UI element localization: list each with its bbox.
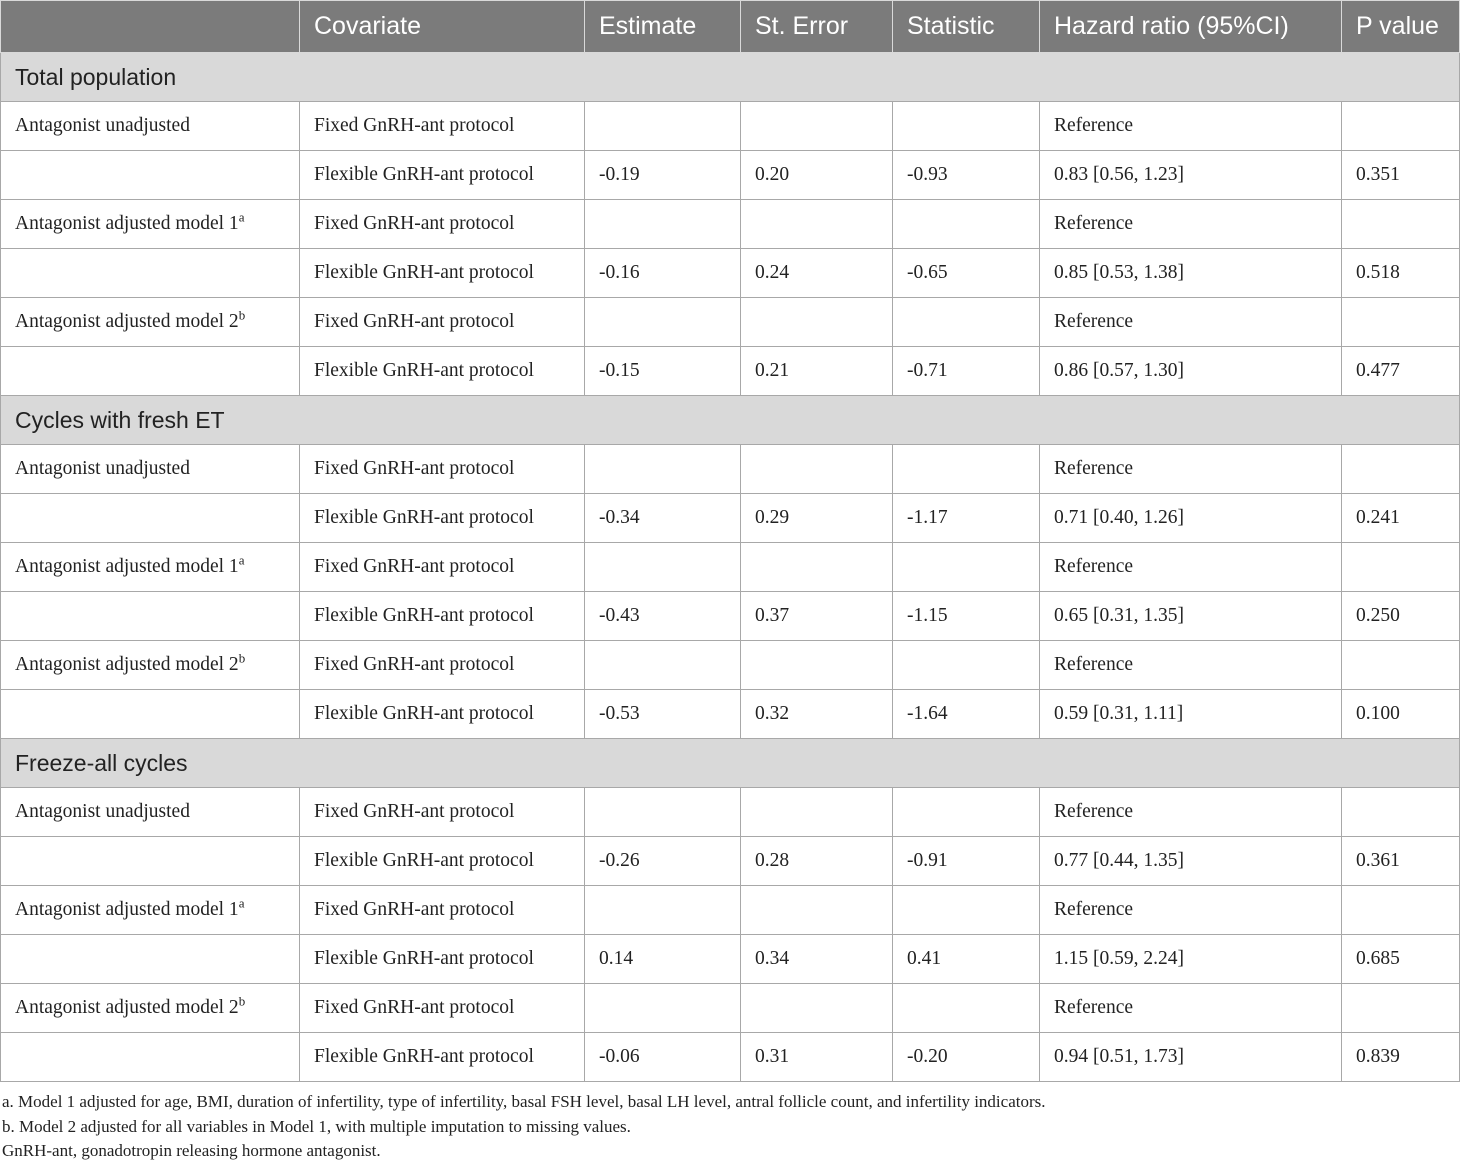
- row-label: [1, 641, 300, 690]
- estimate-cell: [585, 641, 741, 690]
- row-label: [1, 102, 300, 151]
- table-row: [1, 298, 1460, 347]
- p-value-cell: 0.839: [1342, 1033, 1460, 1082]
- row-label-text: Antagonist adjusted model 1: [15, 899, 239, 920]
- covariate-cell: Fixed GnRH-ant protocol: [300, 641, 585, 690]
- table-row: [1, 445, 1460, 494]
- covariate-cell: Flexible GnRH-ant protocol: [300, 592, 585, 641]
- p-value-cell: [1342, 445, 1460, 494]
- hazard-ratio-cell: Reference: [1040, 984, 1342, 1033]
- estimate-cell: [585, 886, 741, 935]
- table-row: [1, 249, 1460, 298]
- header-statistic: Statistic: [893, 1, 1040, 53]
- hazard-ratio-cell: 0.86 [0.57, 1.30]: [1040, 347, 1342, 396]
- estimate-cell: [585, 200, 741, 249]
- p-value-cell: [1342, 102, 1460, 151]
- statistic-cell: [893, 984, 1040, 1033]
- st-error-cell: [741, 102, 893, 151]
- header-row: [1, 1, 1460, 53]
- row-label-text: Antagonist adjusted model 1: [15, 556, 239, 577]
- footnote-abbreviation: GnRH-ant, gonadotropin releasing hormone antagonist.: [2, 1141, 381, 1160]
- hazard-ratio-cell: Reference: [1040, 641, 1342, 690]
- statistic-cell: [893, 102, 1040, 151]
- st-error-cell: 0.29: [741, 494, 893, 543]
- table-row: [1, 1033, 1460, 1082]
- statistic-cell: -0.91: [893, 837, 1040, 886]
- p-value-cell: [1342, 200, 1460, 249]
- p-value-cell: [1342, 543, 1460, 592]
- hazard-ratio-cell: Reference: [1040, 543, 1342, 592]
- covariate-cell: Fixed GnRH-ant protocol: [300, 984, 585, 1033]
- hazard-ratio-cell: 0.85 [0.53, 1.38]: [1040, 249, 1342, 298]
- hazard-ratio-cell: Reference: [1040, 200, 1342, 249]
- table-row: [1, 592, 1460, 641]
- section-row: [1, 53, 1460, 102]
- p-value-cell: 0.518: [1342, 249, 1460, 298]
- footnote-a: a. Model 1 adjusted for age, BMI, duration of infertility, type of infertility, basal FSH level, basal LH level, antral follicle count, and infertility indicators.: [2, 1092, 1046, 1111]
- row-label: [1, 543, 300, 592]
- row-label-text: Antagonist adjusted model 2: [15, 311, 239, 332]
- st-error-cell: [741, 984, 893, 1033]
- covariate-cell: Flexible GnRH-ant protocol: [300, 249, 585, 298]
- table-row: [1, 788, 1460, 837]
- hazard-ratio-cell: 0.83 [0.56, 1.23]: [1040, 151, 1342, 200]
- header-covariate: Covariate: [300, 1, 585, 53]
- covariate-cell: Flexible GnRH-ant protocol: [300, 494, 585, 543]
- hazard-ratio-cell: Reference: [1040, 298, 1342, 347]
- p-value-cell: [1342, 641, 1460, 690]
- statistic-cell: [893, 641, 1040, 690]
- row-label: [1, 886, 300, 935]
- p-value-cell: 0.477: [1342, 347, 1460, 396]
- row-label-text: Antagonist unadjusted: [15, 115, 190, 136]
- st-error-cell: 0.31: [741, 1033, 893, 1082]
- covariate-cell: Flexible GnRH-ant protocol: [300, 935, 585, 984]
- estimate-cell: 0.14: [585, 935, 741, 984]
- row-label: [1, 347, 300, 396]
- table-body: [1, 53, 1460, 1082]
- hazard-ratio-cell: Reference: [1040, 886, 1342, 935]
- estimate-cell: [585, 984, 741, 1033]
- hazard-ratio-cell: 0.71 [0.40, 1.26]: [1040, 494, 1342, 543]
- st-error-cell: 0.37: [741, 592, 893, 641]
- covariate-cell: Fixed GnRH-ant protocol: [300, 788, 585, 837]
- row-label: [1, 690, 300, 739]
- covariate-cell: Fixed GnRH-ant protocol: [300, 543, 585, 592]
- table-row: [1, 102, 1460, 151]
- row-label: [1, 984, 300, 1033]
- covariate-cell: Flexible GnRH-ant protocol: [300, 347, 585, 396]
- header-blank: [1, 1, 300, 53]
- statistic-cell: -0.65: [893, 249, 1040, 298]
- estimate-cell: [585, 102, 741, 151]
- st-error-cell: [741, 445, 893, 494]
- statistic-cell: 0.41: [893, 935, 1040, 984]
- st-error-cell: [741, 543, 893, 592]
- hazard-ratio-cell: Reference: [1040, 445, 1342, 494]
- footnotes: [2, 1090, 1046, 1164]
- statistic-cell: -1.64: [893, 690, 1040, 739]
- st-error-cell: [741, 298, 893, 347]
- footnote-marker: a: [238, 552, 245, 568]
- row-label: [1, 200, 300, 249]
- table-row: [1, 200, 1460, 249]
- st-error-cell: 0.20: [741, 151, 893, 200]
- row-label: [1, 788, 300, 837]
- hazard-ratio-cell: 1.15 [0.59, 2.24]: [1040, 935, 1342, 984]
- row-label: [1, 1033, 300, 1082]
- st-error-cell: 0.34: [741, 935, 893, 984]
- table-row: [1, 935, 1460, 984]
- row-label: [1, 592, 300, 641]
- row-label-text: Antagonist unadjusted: [15, 458, 190, 479]
- hazard-ratio-cell: Reference: [1040, 102, 1342, 151]
- row-label: [1, 445, 300, 494]
- row-label: [1, 298, 300, 347]
- covariate-cell: Fixed GnRH-ant protocol: [300, 886, 585, 935]
- covariate-cell: Flexible GnRH-ant protocol: [300, 837, 585, 886]
- footnote-marker: a: [238, 209, 245, 225]
- row-label: [1, 249, 300, 298]
- p-value-cell: 0.241: [1342, 494, 1460, 543]
- st-error-cell: 0.24: [741, 249, 893, 298]
- row-label: [1, 837, 300, 886]
- hazard-ratio-cell: 0.94 [0.51, 1.73]: [1040, 1033, 1342, 1082]
- section-title: Cycles with fresh ET: [1, 396, 1460, 445]
- row-label-text: Antagonist adjusted model 2: [15, 654, 239, 675]
- p-value-cell: 0.361: [1342, 837, 1460, 886]
- covariate-cell: Flexible GnRH-ant protocol: [300, 690, 585, 739]
- table-row: [1, 543, 1460, 592]
- row-label: [1, 494, 300, 543]
- p-value-cell: 0.351: [1342, 151, 1460, 200]
- st-error-cell: 0.28: [741, 837, 893, 886]
- hazard-ratio-cell: Reference: [1040, 788, 1342, 837]
- statistic-cell: -0.93: [893, 151, 1040, 200]
- covariate-cell: Fixed GnRH-ant protocol: [300, 298, 585, 347]
- header-st-error: St. Error: [741, 1, 893, 53]
- st-error-cell: 0.21: [741, 347, 893, 396]
- estimate-cell: [585, 543, 741, 592]
- statistic-cell: -0.20: [893, 1033, 1040, 1082]
- table-row: [1, 690, 1460, 739]
- header-p-value: P value: [1342, 1, 1460, 53]
- estimate-cell: [585, 298, 741, 347]
- table-row: [1, 494, 1460, 543]
- p-value-cell: 0.100: [1342, 690, 1460, 739]
- covariate-cell: Fixed GnRH-ant protocol: [300, 445, 585, 494]
- hazard-ratio-cell: 0.77 [0.44, 1.35]: [1040, 837, 1342, 886]
- statistic-cell: [893, 200, 1040, 249]
- table-row: [1, 347, 1460, 396]
- estimate-cell: -0.53: [585, 690, 741, 739]
- p-value-cell: [1342, 984, 1460, 1033]
- row-label-text: Antagonist unadjusted: [15, 801, 190, 822]
- estimate-cell: [585, 788, 741, 837]
- p-value-cell: [1342, 886, 1460, 935]
- st-error-cell: [741, 200, 893, 249]
- section-row: [1, 739, 1460, 788]
- table-row: [1, 641, 1460, 690]
- covariate-cell: Fixed GnRH-ant protocol: [300, 102, 585, 151]
- p-value-cell: 0.250: [1342, 592, 1460, 641]
- table-row: [1, 151, 1460, 200]
- st-error-cell: [741, 788, 893, 837]
- table-header: [1, 1, 1460, 53]
- header-hazard-ratio: Hazard ratio (95%CI): [1040, 1, 1342, 53]
- st-error-cell: [741, 886, 893, 935]
- statistic-cell: [893, 543, 1040, 592]
- covariate-cell: Flexible GnRH-ant protocol: [300, 151, 585, 200]
- footnote-marker: b: [238, 307, 246, 323]
- statistic-cell: [893, 445, 1040, 494]
- statistic-cell: -1.17: [893, 494, 1040, 543]
- section-row: [1, 396, 1460, 445]
- statistic-cell: [893, 886, 1040, 935]
- table-row: [1, 886, 1460, 935]
- covariate-cell: Flexible GnRH-ant protocol: [300, 1033, 585, 1082]
- statistic-cell: -1.15: [893, 592, 1040, 641]
- p-value-cell: [1342, 298, 1460, 347]
- hazard-ratio-cell: 0.65 [0.31, 1.35]: [1040, 592, 1342, 641]
- footnote-b: b. Model 2 adjusted for all variables in Model 1, with multiple imputation to missing values.: [2, 1116, 631, 1136]
- estimate-cell: -0.26: [585, 837, 741, 886]
- estimate-cell: -0.15: [585, 347, 741, 396]
- footnote-marker: a: [238, 895, 245, 911]
- statistic-cell: [893, 298, 1040, 347]
- section-title: Freeze-all cycles: [1, 739, 1460, 788]
- statistic-cell: [893, 788, 1040, 837]
- estimate-cell: -0.06: [585, 1033, 741, 1082]
- section-title: Total population: [1, 53, 1460, 102]
- statistic-cell: -0.71: [893, 347, 1040, 396]
- hazard-ratio-cell: 0.59 [0.31, 1.11]: [1040, 690, 1342, 739]
- estimate-cell: -0.34: [585, 494, 741, 543]
- p-value-cell: 0.685: [1342, 935, 1460, 984]
- estimate-cell: -0.16: [585, 249, 741, 298]
- p-value-cell: [1342, 788, 1460, 837]
- table-row: [1, 837, 1460, 886]
- estimate-cell: [585, 445, 741, 494]
- row-label-text: Antagonist adjusted model 1: [15, 213, 239, 234]
- row-label: [1, 151, 300, 200]
- estimate-cell: -0.19: [585, 151, 741, 200]
- st-error-cell: [741, 641, 893, 690]
- footnote-marker: b: [238, 993, 246, 1009]
- table-row: [1, 984, 1460, 1033]
- row-label-text: Antagonist adjusted model 2: [15, 997, 239, 1018]
- row-label: [1, 935, 300, 984]
- estimate-cell: -0.43: [585, 592, 741, 641]
- st-error-cell: 0.32: [741, 690, 893, 739]
- header-estimate: Estimate: [585, 1, 741, 53]
- footnote-marker: b: [238, 650, 246, 666]
- covariate-cell: Fixed GnRH-ant protocol: [300, 200, 585, 249]
